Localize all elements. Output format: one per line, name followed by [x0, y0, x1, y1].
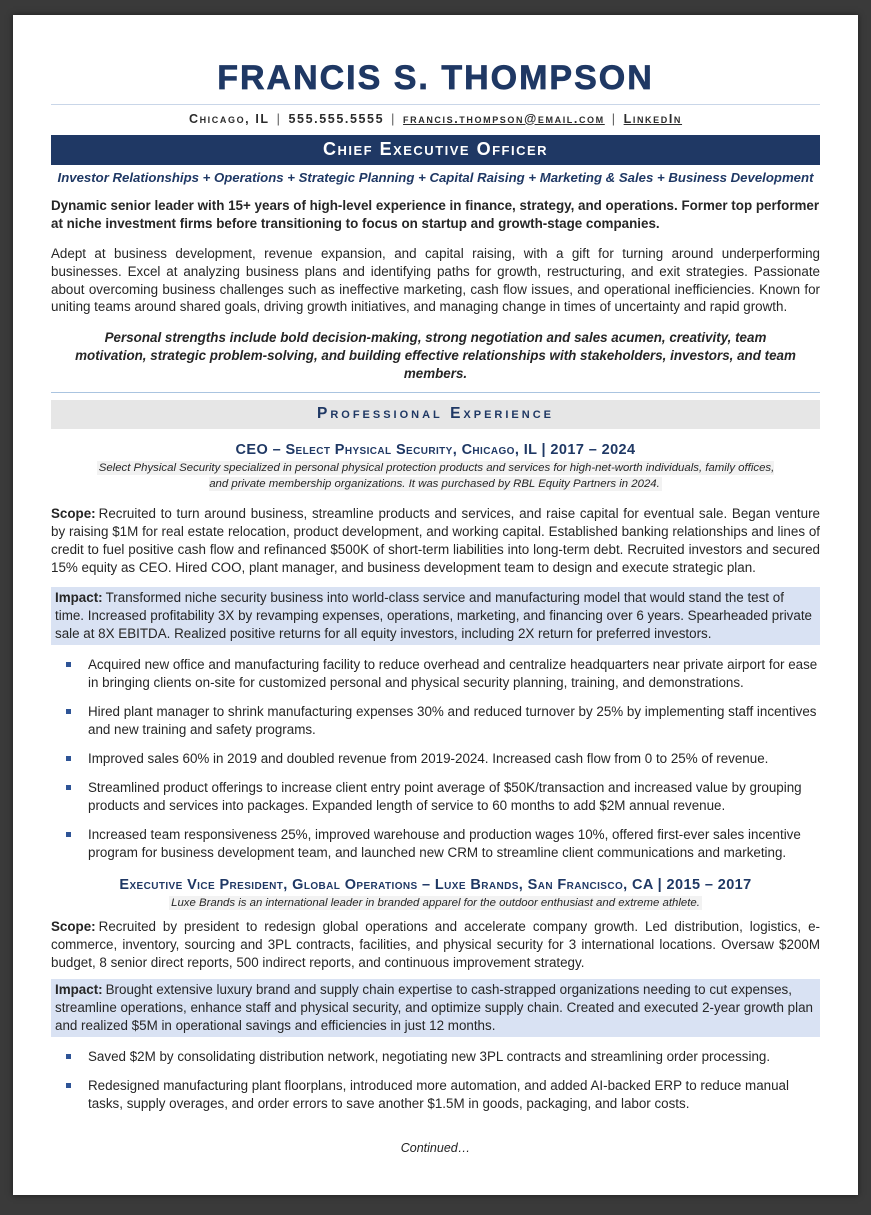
contact-separator: | [276, 111, 282, 126]
list-item-text: Increased team responsiveness 25%, improved warehouse and production wages 10%, offered first-ever sales incentive program for business development team, and launched new CRM to streamline client communications and marketing. [88, 826, 801, 860]
job-title-banner: Chief Executive Officer [51, 135, 820, 165]
bullet-square-icon [66, 756, 71, 761]
summary-lead: Dynamic senior leader with 15+ years of high-level experience in finance, strategy, and operations. Former top performer at niche investment firms before transitioning to focus on startup and growth-stage companies. [51, 197, 820, 231]
candidate-name: FRANCIS S. THOMPSON [217, 59, 654, 97]
bullet-square-icon [66, 709, 71, 714]
list-item [51, 656, 820, 692]
resume-page [13, 15, 858, 1195]
list-item-text: Saved $2M by consolidating distribution network, negotiating new 3PL contracts and streamlining order processing. [88, 1049, 771, 1065]
list-item [51, 1048, 820, 1066]
impact-paragraph [51, 979, 820, 1037]
bullet-square-icon [66, 1054, 71, 1059]
list-item [51, 703, 820, 739]
achievement-list [51, 1048, 820, 1113]
summary-body: Adept at business development, revenue expansion, and capital raising, with a gift for turning around underperforming businesses. Excel at analyzing business plans and identifying paths for growth, restructuring, and exit strategies. Passionate about overcoming business challenges such as ineffective marketing, cash flow issues, and operational inefficiencies. Known for uniting teams around shared goals, driving growth initiatives, and managing change in times of uncertainty and rapid growth. [51, 245, 820, 315]
linkedin-link[interactable]: LinkedIn [623, 111, 683, 126]
job-heading: CEO – Select Physical Security, Chicago, IL | 2017 – 2024 [235, 442, 636, 459]
summary-strengths: Personal strengths include bold decision-making, strong negotiation and sales acumen, creativity, team motivation, strategic problem-solving, and building effective relationships with stakeholders, investors, and team members. [75, 330, 796, 382]
bullet-square-icon [66, 662, 71, 667]
email-link[interactable]: francis.thompson@email.com [403, 111, 605, 126]
list-item-text: Improved sales 60% in 2019 and doubled revenue from 2019-2024. Increased cash flow from 0 to 25% of revenue. [88, 750, 769, 766]
list-item [51, 779, 820, 815]
impact-text: Transformed niche security business into world-class service and manufacturing model that would stand the test of time. Increased profitability 3X by revamping expenses, operations, marketing, and financing over 6 years. Spearheaded private sale at 8X EBITDA. Realized positive returns for all equity investors, including 2X return for preferred investors. [55, 590, 812, 641]
impact-text: Brought extensive luxury brand and supply chain expertise to cash-strapped organizations needing to cut expenses, streamline operations, enhance staff and physical security, and optimize supply chain. Created and executed 2-year growth plan and realized $5M in operational savings and efficiencies in just 12 months. [55, 982, 814, 1034]
scope-label: Scope: [51, 919, 96, 935]
section-header-professional-experience: Professional Experience [51, 400, 820, 429]
company-note [51, 896, 820, 912]
list-item [51, 1077, 820, 1113]
contact-separator: | [391, 111, 397, 126]
job-heading: Executive Vice President, Global Operations – Luxe Brands, San Francisco, CA | 2015 – 2017 [119, 877, 752, 894]
job-section-1 [51, 442, 820, 861]
keywords-line: Investor Relationships + Operations + Strategic Planning + Capital Raising + Marketing & Sales + Business Development [57, 169, 814, 185]
scope-paragraph [51, 918, 820, 972]
impact-label: Impact: [55, 982, 103, 998]
continued-note: Continued… [400, 1141, 471, 1155]
list-item-text: Acquired new office and manufacturing facility to reduce overhead and centralize headquarters near private airport for ease in bringing clients on-site for customized personal and physical security planning, training, and demonstrations. [88, 656, 818, 690]
company-note-text: Select Physical Security specialized in personal physical protection products and services for high-net-worth individuals, family offices, and private membership organizations. It was purchased by RBL Equity Partners in 2024. [98, 462, 775, 491]
contact-separator: | [611, 111, 617, 126]
achievement-list [51, 656, 820, 862]
scope-paragraph [51, 505, 820, 577]
impact-paragraph [51, 587, 820, 645]
contact-phone: 555.555.5555 [288, 111, 385, 126]
list-item [51, 826, 820, 862]
section-divider [51, 392, 820, 393]
impact-label: Impact: [55, 590, 103, 606]
scope-text: Recruited by president to redesign global operations and accelerate company growth. Led distribution, logistics, e-commerce, inventory, sourcing and 3PL contracts, facilities, and physical security for 3 international locations. Oversaw $200M budget, 8 senior direct reports, 500 indirect reports, and continuous improvement strategy. [51, 919, 820, 971]
list-item-text: Streamlined product offerings to increase client entry point average of $50K/transaction and increased value by grouping products and services into packages. Expanded length of service to 60 months to add $2M annual revenue. [88, 779, 802, 813]
bullet-square-icon [66, 1083, 71, 1088]
scope-label: Scope: [51, 506, 96, 522]
list-item-text: Redesigned manufacturing plant floorplans, introduced more automation, and added AI-backed ERP to reduce manual tasks, supply overages, and order errors to save another $1.5M in goods, packaging, and labor costs. [88, 1078, 789, 1112]
bullet-square-icon [66, 785, 71, 790]
list-item [51, 750, 820, 768]
scope-text: Recruited to turn around business, streamline products and services, and raise capital for eventual sale. Began venture by raising $1M for real estate relocation, product development, and working capital. Established banking relationships and lines of credit to fuel positive cash flow and refinanced $500K of short-term liabilities into long-term debt. Recruited investors and secured 15% equity as CEO. Hired COO, plant manager, and business development team to design and execute strategic plan. [51, 506, 820, 576]
company-note-text: Luxe Brands is an international leader in branded apparel for the outdoor enthusiast and extreme athlete. [171, 897, 700, 910]
contact-location: Chicago, IL [188, 111, 270, 126]
job-section-2 [51, 877, 820, 1113]
bullet-square-icon [66, 832, 71, 837]
list-item-text: Hired plant manager to shrink manufacturing expenses 30% and reduced turnover by 25% by implementing staff incentives and new training and safety programs. [88, 703, 817, 737]
company-note [51, 461, 820, 493]
header-divider [51, 104, 820, 105]
contact-line [51, 112, 820, 126]
